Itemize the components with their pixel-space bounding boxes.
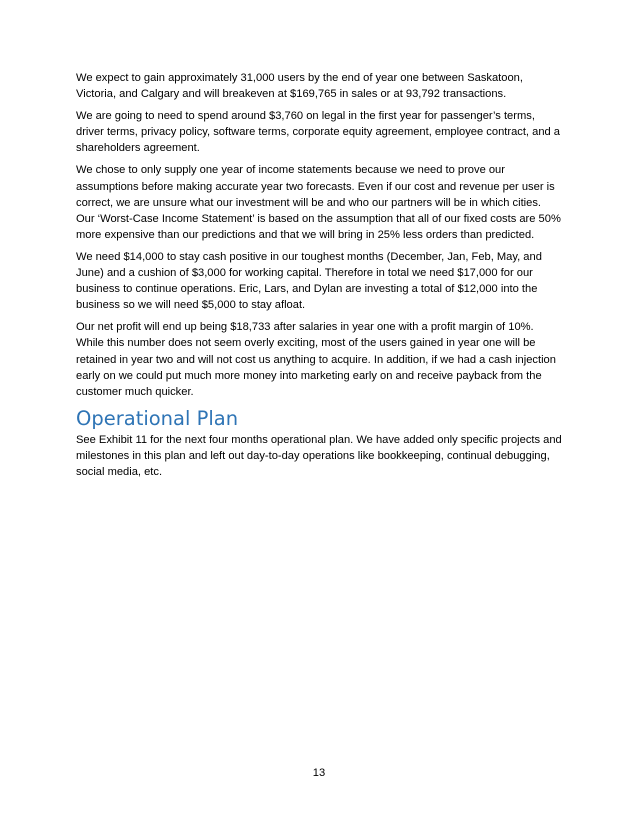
page-number: 13 <box>312 767 326 779</box>
paragraph-income-statements: We chose to only supply one year of income statements because we need to prove our assumptions before making accurate year two forecasts. Even if our cost and revenue per user is correct, we are unsure what our investment will be and who our partners will be in which cities. Our ‘Worst-Case Income Statement’ is based on the assumption that all of our fixed costs are 50% more expensive than our predictions and that we will bring in 25% less orders than predicted. <box>76 164 561 241</box>
paragraph-operational-plan: See Exhibit 11 for the next four months operational plan. We have added only specific projects and milestones in this plan and left out day-to-day operations like bookkeeping, continual debugging, social media, etc. <box>76 433 562 478</box>
paragraph-cash-requirements: We need $14,000 to stay cash positive in our toughest months (December, Jan, Feb, May, and June) and a cushion of $3,000 for working capital. Therefore in total we need $17,000 for our business to continue operations. Eric, Lars, and Dylan are investing a total of $12,000 into the business so we will need $5,000 to stay afloat. <box>76 250 542 312</box>
paragraph-legal-costs: We are going to need to spend around $3,760 on legal in the first year for passenger’s terms, driver terms, privacy policy, software terms, corporate equity agreement, employee contract, and a shareholders agreement. <box>76 110 560 155</box>
paragraph-net-profit: Our net profit will end up being $18,733 after salaries in year one with a profit margin of 10%. While this number does not seem overly exciting, most of the users gained in year one will be retained in year two and will not cost us anything to acquire. In addition, if we had a cash injection early on we could put much more money into marketing early on and receive payback from the customer much quicker. <box>76 321 556 398</box>
section-heading: Operational Plan <box>76 406 239 430</box>
page-body <box>76 70 562 486</box>
paragraph-users-breakeven: We expect to gain approximately 31,000 users by the end of year one between Saskatoon, Victoria, and Calgary and will breakeven at $169,765 in sales or at 93,792 transactions. <box>76 72 523 101</box>
